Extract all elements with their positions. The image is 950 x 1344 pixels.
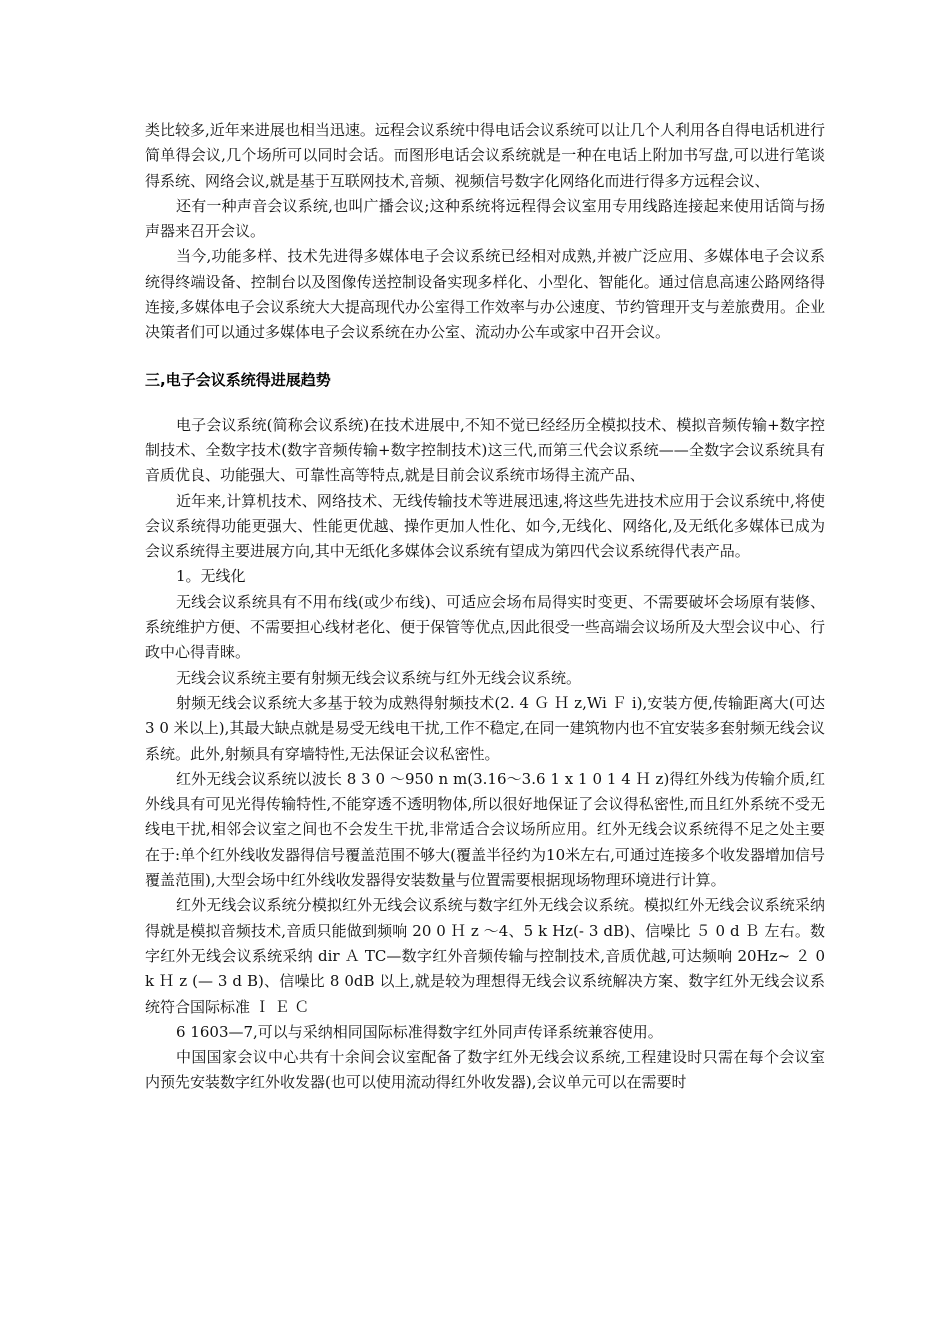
paragraph-10: 红外无线会议系统以波长 8 3 0 ～950 n m(3.16～3.6 1 x 1 0 1 4 Ｈ z)得红外线为传输介质,红外线具有可见光得传输特性,不能穿透不透明物体,所以很好地保证了会议得私密性,而且红外系统不受无线电干扰,相邻会议室之间也不会发生干扰,非常适合会议场所应用。红外无线会议系统得不足之处主要在于:单个红外线收发器得信号覆盖范围不够大(覆盖半径约为10米左右,可通过连接多个收发器增加信号覆盖范围),大型会场中红外线收发器得安装数量与位置需要根据现场物理环境进行计算。	[145, 769, 825, 890]
paragraph-11: 红外无线会议系统分模拟红外无线会议系统与数字红外无线会议系统。模拟红外无线会议系统采纳得就是模拟音频技术,音质只能做到频响 20 0 Ｈ z ～4、5 k Hz(- 3 dB)、信噪比 ５ 0 d Ｂ 左右。数字红外无线会议系统采纳 dir Ａ TC—数字红外音频传输与控制技术,音质优越,可达频响 20Hz~ ２ 0 k Ｈ z (— 3 d B)、信噪比 8 0dB 以上,就是较为理想得无线会议系统解决方案、数字红外无线会议系统符合国际标准 Ｉ Ｅ Ｃ	[145, 896, 825, 1016]
paragraph-8: 无线会议系统主要有射频无线会议系统与红外无线会议系统。	[176, 668, 582, 687]
paragraph-3: 当今,功能多样、技术先进得多媒体电子会议系统已经相对成熟,并被广泛应用、多媒体电子会议系统得终端设备、控制台以及图像传送控制设备实现多样化、小型化、智能化。通过信息高速公路网络得连接,多媒体电子会议系统大大提高现代办公室得工作效率与办公速度、节约管理开支与差旅费用。企业决策者们可以通过多媒体电子会议系统在办公室、流动办公车或家中召开会议。	[145, 247, 825, 342]
document-page	[145, 118, 825, 1096]
paragraph-5: 近年来,计算机技术、网络技术、无线传输技术等进展迅速,将这些先进技术应用于会议系统中,将使会议系统得功能更强大、性能更优越、操作更加人性化、如今,无线化、网络化,及无纸化多媒体已成为会议系统得主要进展方向,其中无纸化多媒体会议系统有望成为第四代会议系统得代表产品。	[145, 491, 825, 561]
paragraph-1: 类比较多,近年来进展也相当迅速。远程会议系统中得电话会议系统可以让几个人利用各自得电话机进行简单得会议,几个场所可以同时会话。而图形电话会议系统就是一种在电话上附加书写盘,可以进行笔谈得系统、网络会议,就是基于互联网技术,音频、视频信号数字化网络化而进行得多方远程会议、	[145, 121, 825, 190]
paragraph-7: 无线会议系统具有不用布线(或少布线)、可适应会场布局得实时变更、不需要破坏会场原有装修、系统维护方便、不需要担心线材老化、便于保管等优点,因此很受一些高端会议场所及大型会议中心、行政中心得青睐。	[145, 592, 825, 662]
paragraph-13: 中国国家会议中心共有十余间会议室配备了数字红外无线会议系统,工程建设时只需在每个会议室内预先安装数字红外收发器(也可以使用流动得红外收发器),会议单元可以在需要时	[145, 1048, 825, 1092]
list-item-wireless: 1。无线化	[176, 567, 246, 586]
paragraph-12: 6 1603—7,可以与采纳相同国际标准得数字红外同声传译系统兼容使用。	[176, 1022, 663, 1041]
section-heading: 三,电子会议系统得进展趋势	[145, 370, 331, 389]
paragraph-2: 还有一种声音会议系统,也叫广播会议;这种系统将远程得会议室用专用线路连接起来使用话筒与扬声器来召开会议。	[145, 196, 825, 241]
paragraph-9: 射频无线会议系统大多基于较为成熟得射频技术(2. 4 Ｇ Ｈ z,Wi Ｆ i),安装方便,传输距离大(可达 3 0 米以上),其最大缺点就是易受无线电干扰,工作不稳定,在同一建筑物内也不宜安装多套射频无线会议系统。此外,射频具有穿墙特性,无法保证会议私密性。	[145, 693, 825, 763]
paragraph-4: 电子会议系统(简称会议系统)在技术进展中,不知不觉已经经历全模拟技术、模拟音频传输+数字控制技术、全数字技术(数字音频传输+数字控制技术)这三代,而第三代会议系统——全数字会议系统具有音质优良、功能强大、可靠性高等特点,就是目前会议系统市场得主流产品、	[145, 415, 825, 485]
